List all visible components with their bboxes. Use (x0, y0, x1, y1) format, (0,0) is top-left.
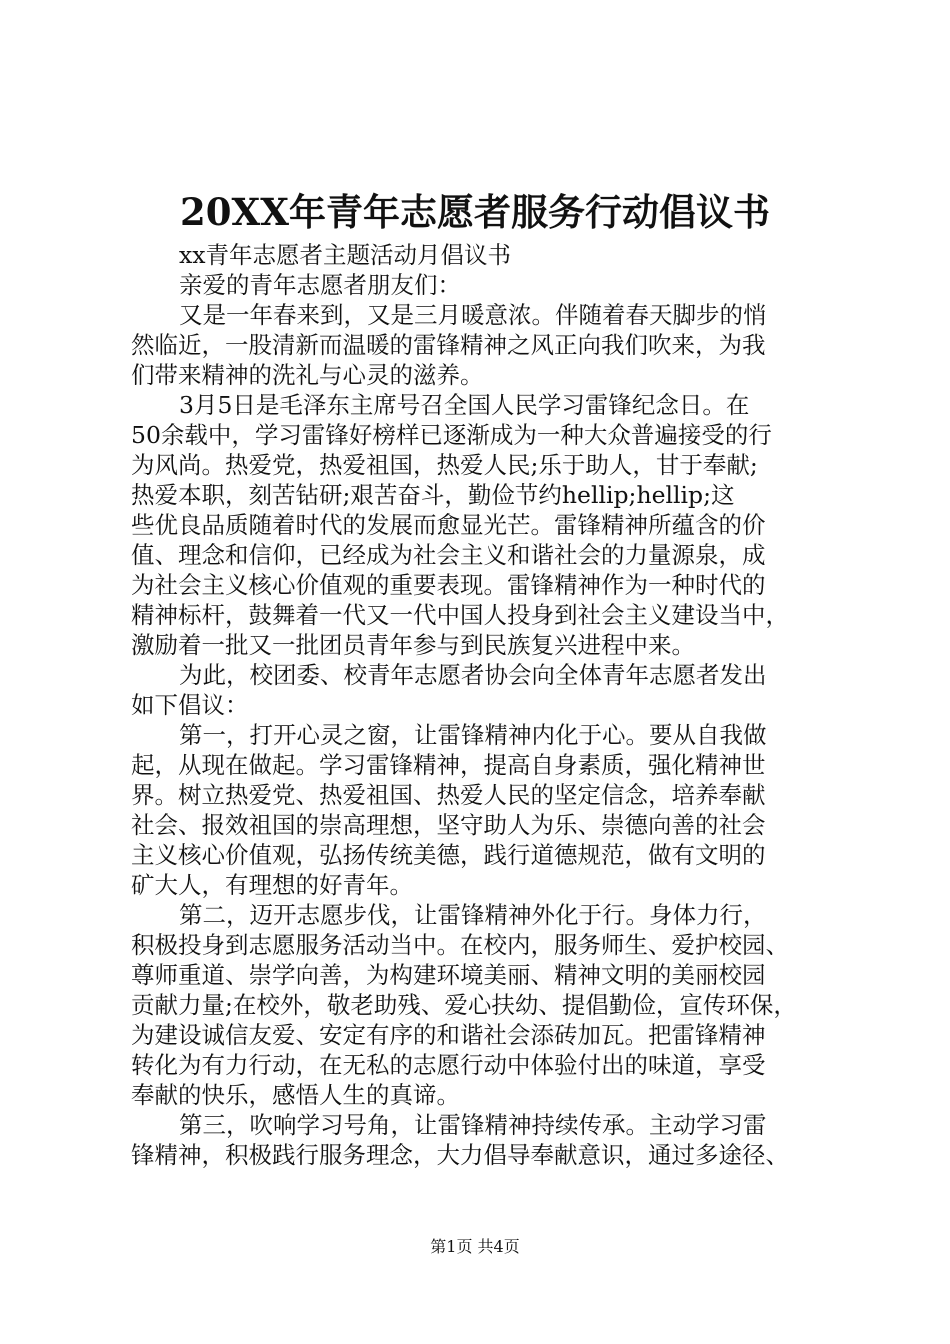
text-line: xx青年志愿者主题活动月倡议书 (179, 241, 512, 269)
text-line: 又是一年春来到，又是三月暖意浓。伴随着春天脚步的悄 (179, 301, 767, 329)
text-line: 为建设诚信友爱、安定有序的和谐社会添砖加瓦。把雷锋精神 (131, 1021, 766, 1049)
text-line: 3月5日是毛泽东主席号召全国人民学习雷锋纪念日。在 (179, 391, 750, 419)
text-line: 尊师重道、崇学向善，为构建环境美丽、精神文明的美丽校园 (131, 961, 766, 989)
document-title: 20XX年青年志愿者服务行动倡议书 (180, 190, 770, 234)
text-line: 转化为有力行动，在无私的志愿行动中体验付出的味道，享受 (131, 1051, 766, 1079)
text-line: 奉献的快乐，感悟人生的真谛。 (131, 1081, 460, 1109)
text-line: 第二，迈开志愿步伐，让雷锋精神外化于行。身体力行， (179, 901, 767, 929)
text-line: 精神标杆，鼓舞着一代又一代中国人投身到社会主义建设当中， (131, 601, 789, 629)
text-line: 为此，校团委、校青年志愿者协会向全体青年志愿者发出 (179, 661, 767, 689)
document-body (131, 240, 831, 1170)
text-line: 锋精神，积极践行服务理念，大力倡导奉献意识，通过多途径、 (131, 1141, 789, 1169)
text-line: 们带来精神的洗礼与心灵的滋养。 (131, 361, 484, 389)
text-line: 50余载中，学习雷锋好榜样已逐渐成为一种大众普遍接受的行 (131, 421, 772, 449)
text-line: 亲爱的青年志愿者朋友们： (179, 271, 461, 299)
text-line: 起，从现在做起。学习雷锋精神，提高自身素质，强化精神世 (131, 751, 766, 779)
text-line: 热爱本职，刻苦钻研;艰苦奋斗，勤俭节约hellip;hellip;这 (131, 481, 735, 509)
text-line: 界。树立热爱党、热爱祖国、热爱人民的坚定信念，培养奉献 (131, 781, 766, 809)
text-line: 矿大人，有理想的好青年。 (131, 871, 413, 899)
text-line: 值、理念和信仰，已经成为社会主义和谐社会的力量源泉，成 (131, 541, 766, 569)
text-line: 第三，吹响学习号角，让雷锋精神持续传承。主动学习雷 (179, 1111, 767, 1139)
text-line: 第一，打开心灵之窗，让雷锋精神内化于心。要从自我做 (179, 721, 767, 749)
text-line: 然临近，一股清新而温暖的雷锋精神之风正向我们吹来，为我 (131, 331, 766, 359)
text-line: 为风尚。热爱党，热爱祖国，热爱人民;乐于助人，甘于奉献; (131, 451, 758, 479)
text-line: 如下倡议： (131, 691, 249, 719)
text-line: 主义核心价值观，弘扬传统美德，践行道德规范，做有文明的 (131, 841, 766, 869)
text-line: 社会、报效祖国的崇高理想，坚守助人为乐、崇德向善的社会 (131, 811, 766, 839)
text-line: 激励着一批又一批团员青年参与到民族复兴进程中来。 (131, 631, 695, 659)
text-line: 贡献力量;在校外，敬老助残、爱心扶幼、提倡勤俭，宣传环保， (131, 991, 797, 1019)
text-line: 积极投身到志愿服务活动当中。在校内，服务师生、爱护校园、 (131, 931, 789, 959)
page-footer: 第1页 共4页 (430, 1237, 520, 1256)
text-line: 为社会主义核心价值观的重要表现。雷锋精神作为一种时代的 (131, 571, 766, 599)
text-line: 些优良品质随着时代的发展而愈显光芒。雷锋精神所蕴含的价 (131, 511, 766, 539)
